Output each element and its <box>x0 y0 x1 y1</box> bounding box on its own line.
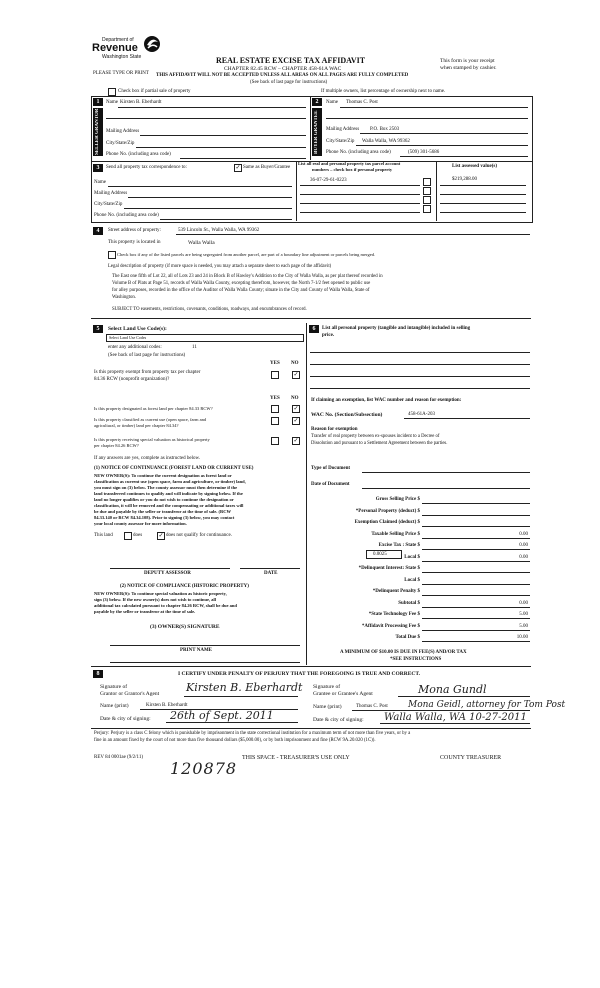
grantee-signature[interactable]: Mona Gundl <box>418 683 487 696</box>
seller-city-label: City/State/Zip <box>106 141 135 146</box>
grantor-sig-label-1: Signature of <box>100 684 128 690</box>
q1-no-checkbox[interactable]: ✓ <box>293 372 299 378</box>
q4-line-b: per chapter 84.26 RCW? <box>94 443 139 448</box>
form-chapter: CHAPTER 82.45 RCW – CHAPTER 458-61A WAC <box>224 66 342 72</box>
additional-codes-value[interactable]: 11 <box>192 345 197 350</box>
seller-side-label: SELLER GRANTOR <box>93 108 103 156</box>
tax-line-value[interactable]: 5.00 <box>519 623 528 629</box>
additional-codes-label: enter any additional codes: <box>108 345 162 350</box>
parcel-1-personal-checkbox[interactable] <box>423 178 431 186</box>
seller-name[interactable]: Kirsten B. Eberhardt <box>120 100 162 105</box>
q4-no-checkbox[interactable]: ✓ <box>293 438 299 444</box>
seller-name-label: Name <box>106 100 118 105</box>
perjury-line-1: Perjury: Perjury is a class C felony which is punishable by imprisonment in the state correctional institution for a maximum term of not more than five years, or by a <box>94 731 411 736</box>
s3-city-label: City/State/Zip <box>94 202 123 207</box>
assessed-value-header: List assessed value(s) <box>452 164 498 169</box>
grantee-date[interactable]: Walla Walla, WA 10-27-2011 <box>384 712 527 723</box>
tax-line-value[interactable]: 0.00 <box>519 543 528 548</box>
dor-swirl-icon <box>142 34 162 54</box>
assessed-value[interactable]: $219,288.00 <box>452 177 477 182</box>
parcel-header-2: numbers – check box if personal property <box>312 167 393 172</box>
buyer-city-label: City/State/Zip <box>326 139 355 144</box>
wac-label: WAC No. (Section/Subsection) <box>311 412 383 418</box>
grantor-print-name[interactable]: Kirsten B. Eberhardt <box>146 703 188 708</box>
grantee-date-label: Date & city of signing: <box>313 717 364 723</box>
tax-line-label: Local $ <box>404 577 420 583</box>
buyer-city[interactable]: Walla Walla, WA 99362 <box>362 139 410 144</box>
section-4-marker: 4 <box>93 227 103 235</box>
s5-see-back: (See back of last page for instructions) <box>108 353 186 358</box>
section-1-marker: 1 <box>93 98 103 106</box>
tax-line-label: Gross Selling Price $ <box>375 497 420 502</box>
no-header-2: NO <box>291 396 299 401</box>
street-label: Street address of property: <box>108 228 161 233</box>
seller-mailing-label: Mailing Address <box>106 129 140 134</box>
multiple-owners-note: If multiple owners, list percentage of ownership next to name. <box>321 89 446 94</box>
buyer-mailing-label: Mailing Address <box>326 127 360 132</box>
q1-yes-checkbox[interactable] <box>271 371 279 379</box>
grantor-date-label: Date & city of signing: <box>100 716 151 722</box>
located-value[interactable]: Walla Walla <box>188 240 215 246</box>
notice-1-line-8: 84.33.140 or RCW 84.34.108). Prior to signing (3) below, you may contact <box>94 515 235 520</box>
personal-property-label: List all personal property (tangible and intangible) included in selling <box>322 326 471 331</box>
if-yes-note: If any answers are yes, complete as instructed below. <box>94 456 201 461</box>
date-of-document-label: Date of Document <box>311 482 350 487</box>
deputy-assessor-label: DEPUTY ASSESSOR <box>144 571 191 576</box>
treasurer-space: THIS SPACE - TREASURER'S USE ONLY <box>242 755 350 761</box>
exemption-label: If claiming an exemption, list WAC number and reason for exemption: <box>311 398 462 403</box>
notice-2-line-4: payable by the seller or transferor at the time of sale. <box>94 609 196 614</box>
tax-line-label: *Affidavit Processing Fee $ <box>361 623 420 629</box>
notice-1-line-6: classification, it will be removed and the compensating or additional taxes will <box>94 503 244 508</box>
parcel-2-personal-checkbox[interactable] <box>423 187 431 195</box>
segregated-checkbox[interactable] <box>108 251 116 259</box>
grantor-date[interactable]: 26th of Sept. 2011 <box>170 709 274 722</box>
does-label: does <box>133 533 143 538</box>
section-5-marker: 5 <box>93 325 103 333</box>
street-address[interactable]: 539 Lincoln St., Walla Walla, WA 99362 <box>178 228 260 233</box>
form-revision: REV 84 0001ae (9/2/11) <box>94 755 144 760</box>
legal-label: Legal description of property (if more space is needed, you may attach a separate sheet to each page of the affidavit) <box>108 264 332 269</box>
same-as-buyer-label: Same as Buyer/Grantee <box>243 165 291 170</box>
form-warning: THIS AFFIDAVIT WILL NOT BE ACCEPTED UNLESS ALL AREAS ON ALL PAGES ARE FULLY COMPLETED <box>156 73 409 78</box>
tax-line-value[interactable]: 0.00 <box>519 600 528 606</box>
notice-1-line-7: be due and payable by the seller or transferor at the time of sale. (RCW <box>94 509 232 514</box>
q2-yes-checkbox[interactable] <box>271 405 279 413</box>
receipt-note-1: This form is your receipt <box>440 58 495 64</box>
land-use-select[interactable]: Select Land Use Codes <box>106 334 304 342</box>
land-use-label: Select Land Use Code(s): <box>108 326 167 332</box>
partial-sale-label: Check box if partial sale of property <box>118 89 191 94</box>
notice-1-line-2: classification as current use (open space, farm and agriculture, or timber) land, <box>94 479 246 484</box>
tax-line-label: Subtotal $ <box>398 600 420 606</box>
q1-line-b: 84.36 RCW (nonprofit organization)? <box>94 377 170 382</box>
partial-sale-checkbox[interactable] <box>108 88 116 96</box>
reason-line-2[interactable]: Dissolution and pursuant to a Settlement Agreement between the parties. <box>311 441 448 446</box>
subject-to: SUBJECT TO easements, restrictions, covenants, conditions, roadways, and encumbrances of record. <box>112 307 307 312</box>
section-8-marker: 8 <box>93 670 103 678</box>
wac-value[interactable]: 458-61A-203 <box>408 412 435 417</box>
s3-phone-label: Phone No. (including area code) <box>94 213 159 218</box>
section-6-marker: 6 <box>309 325 319 333</box>
buyer-side-label: BUYER GRANTEE <box>312 108 322 156</box>
yes-header-2: YES <box>270 396 280 401</box>
legal-line-4: Washington. <box>112 295 136 300</box>
legal-line-2: Volume B of Plats at Page 51, records of Walla Walla County, excepting therefrom, however, the North 7-1/2 feet opened to public use <box>112 281 371 286</box>
q4-yes-checkbox[interactable] <box>271 437 279 445</box>
tax-line-label: *State Technology Fee $ <box>368 612 420 617</box>
yes-header-1: YES <box>270 361 280 366</box>
deputy-date-label: DATE <box>264 571 278 576</box>
type-of-document-label: Type of Document <box>311 466 351 471</box>
segregated-label: Check box if any of the listed parcels are being segregated from another parcel, are part of a boundary line adjustment or parcels being merged. <box>117 252 376 257</box>
tax-line-value[interactable]: 0.00 <box>519 554 528 560</box>
s3-name-label: Name <box>94 180 106 185</box>
buyer-name-label: Name <box>326 100 338 105</box>
reason-line-1[interactable]: Transfer of real property between ex-spouses incident to a Decree of <box>311 434 440 439</box>
notice-2-title: (2) NOTICE OF COMPLIANCE (HISTORIC PROPERTY) <box>120 584 249 589</box>
tax-line-label: Excise Tax : State $ <box>378 543 420 548</box>
parcel-number[interactable]: 36-07-29-61-0223 <box>310 178 347 183</box>
see-instructions: *SEE INSTRUCTIONS <box>390 657 442 662</box>
grantee-print-name[interactable]: Thomas C. Post <box>356 704 388 709</box>
legal-line-3: for alley purposes, recorded in the office of the Auditor of Walla Walla County; situate in the City and County of Walla Walla, State of <box>112 288 370 293</box>
same-as-buyer-checkbox[interactable]: ✓ <box>235 165 241 171</box>
minimum-due: A MINIMUM OF $10.00 IS DUE IN FEE(S) AND/OR TAX <box>340 650 467 655</box>
q3-yes-checkbox[interactable] <box>271 417 279 425</box>
form-see-back: (See back of last page for instructions) <box>250 80 328 85</box>
parcel-header-1: List all real and personal property tax parcel account <box>298 161 401 166</box>
tax-line-label: *Delinquent Interest: State $ <box>358 566 420 571</box>
q3-line-a: Is this property classified as current use (open space, farm and <box>94 417 207 422</box>
dor-logo <box>92 36 172 68</box>
tax-line-label: Total Due $ <box>395 635 420 640</box>
located-label: This property is located in <box>108 240 161 245</box>
type-or-print: PLEASE TYPE OR PRINT <box>93 71 149 76</box>
logo-state: Washington State <box>102 54 142 60</box>
buyer-phone-label: Phone No. (including area code) <box>326 150 391 155</box>
no-header-1: NO <box>291 361 299 366</box>
buyer-mailing[interactable]: P.O. Box 2503 <box>370 127 400 132</box>
section-3-marker: 3 <box>93 164 103 172</box>
q3-no-checkbox[interactable]: ✓ <box>293 418 299 424</box>
tax-line-label: Local $ <box>404 554 420 560</box>
notice-2-line-2: sign (3) below. If the new owner(s) does not wish to continue, all <box>94 597 217 602</box>
tax-line-label: Taxable Selling Price $ <box>371 531 420 537</box>
seller-phone-label: Phone No. (including area code) <box>106 152 171 157</box>
form-title: REAL ESTATE EXCISE TAX AFFIDAVIT <box>216 56 366 65</box>
grantee-sig-label-1: Signature of <box>313 684 341 690</box>
receipt-note-2: when stamped by cashier. <box>440 65 497 71</box>
q4-line-a: Is this property receiving special valuation as historical property <box>94 437 210 442</box>
tax-line-label: *Delinquent Penalty $ <box>372 589 420 594</box>
notice-1-line-4: land transferred continues to qualify and will indicate by signing below. If the <box>94 491 243 496</box>
grantee-print-handwritten[interactable]: Mona Geidl, attorney for Tom Post <box>408 700 566 710</box>
tax-line-value[interactable]: 5.00 <box>519 612 528 617</box>
owner-signature-label: (3) OWNER(S) SIGNATURE <box>150 624 220 630</box>
reason-label: Reason for exemption <box>311 427 358 432</box>
land-does-label: This land <box>94 533 113 538</box>
parcel-4-personal-checkbox[interactable] <box>423 205 431 213</box>
grantor-sig-label-2: Grantor or Grantor's Agent <box>100 691 160 697</box>
legal-line-1: The East one fifth of Lot 22, all of Lots 23 and 24 in Block B of Hawley's Addition to the City of Walla Walla, as per plat thereof recorded in <box>112 274 383 279</box>
buyer-phone[interactable]: (509) 301-5686 <box>408 150 440 155</box>
grantor-signature[interactable]: Kirsten B. Eberhardt <box>186 681 303 694</box>
notice-2-line-3: additional tax calculated pursuant to chapter 84.26 RCW, shall be due and <box>94 603 237 608</box>
notice-1-title: (1) NOTICE OF CONTINUANCE (FOREST LAND OR CURRENT USE) <box>94 466 254 471</box>
notice-1-line-5: land no longer qualifies or you do not wish to continue the designation or <box>94 497 234 502</box>
notice-1-line-9: your local county assessor for more information. <box>94 521 187 526</box>
does-not-label: does not qualify for continuance. <box>166 533 232 538</box>
grantee-name-label: Name (print) <box>313 704 342 710</box>
parcel-3-personal-checkbox[interactable] <box>423 196 431 204</box>
tax-line-label: *Personal Property (deduct) $ <box>355 508 420 514</box>
buyer-name[interactable]: Thomas C. Post <box>346 100 378 105</box>
logo-dept-line: Department of <box>102 37 134 43</box>
q2-no-checkbox[interactable]: ✓ <box>293 406 299 412</box>
county-treasurer: COUNTY TREASURER <box>440 755 502 761</box>
grantee-sig-label-2: Grantee or Grantee's Agent <box>313 691 373 697</box>
notice-1-line-1: NEW OWNER(S): To continue the current designation as forest land or <box>94 473 232 478</box>
tax-line-label: Exemption Claimed (deduct) $ <box>354 520 420 525</box>
local-rate[interactable]: 0.0025 <box>373 552 387 557</box>
logo-revenue: Revenue <box>92 42 138 54</box>
s3-mailing-label: Mailing Address <box>94 191 128 196</box>
land-does-checkbox[interactable] <box>124 532 132 540</box>
tax-line-value[interactable]: 0.00 <box>519 531 528 537</box>
grantor-name-label: Name (print) <box>100 703 129 709</box>
perjury-line-2: fine in an amount fixed by the court of not more than five thousand dollars ($5,000.00), or by both imprisonment and fine (RCW 9A.20.020 (1C)). <box>94 738 376 743</box>
tax-line-value[interactable]: 10.00 <box>516 635 528 640</box>
local-rate-box <box>366 550 402 559</box>
notice-2-line-1: NEW OWNER(S): To continue special valuation as historic property, <box>94 591 227 596</box>
q3-line-b: agricultural, or timber) land per chapter 84.34? <box>94 423 179 428</box>
print-name-label: PRINT NAME <box>180 648 212 653</box>
receipt-number: 120878 <box>170 759 238 778</box>
land-does-not-checkbox[interactable]: ✓ <box>158 533 164 539</box>
notice-1-line-3: you must sign on (3) below. The county assessor must then determine if the <box>94 485 238 490</box>
personal-property-label-2: price. <box>322 333 335 338</box>
certify-statement: I CERTIFY UNDER PENALTY OF PERJURY THAT THE FOREGOING IS TRUE AND CORRECT. <box>178 671 421 677</box>
section-2-marker: 2 <box>312 98 322 106</box>
send-correspondence-label: Send all property tax correspondence to: <box>106 165 187 170</box>
q1-line-a: Is this property exempt from property tax per chapter <box>94 370 201 375</box>
q2-text: Is this property designated as forest land per chapter 84.33 RCW? <box>94 406 213 411</box>
